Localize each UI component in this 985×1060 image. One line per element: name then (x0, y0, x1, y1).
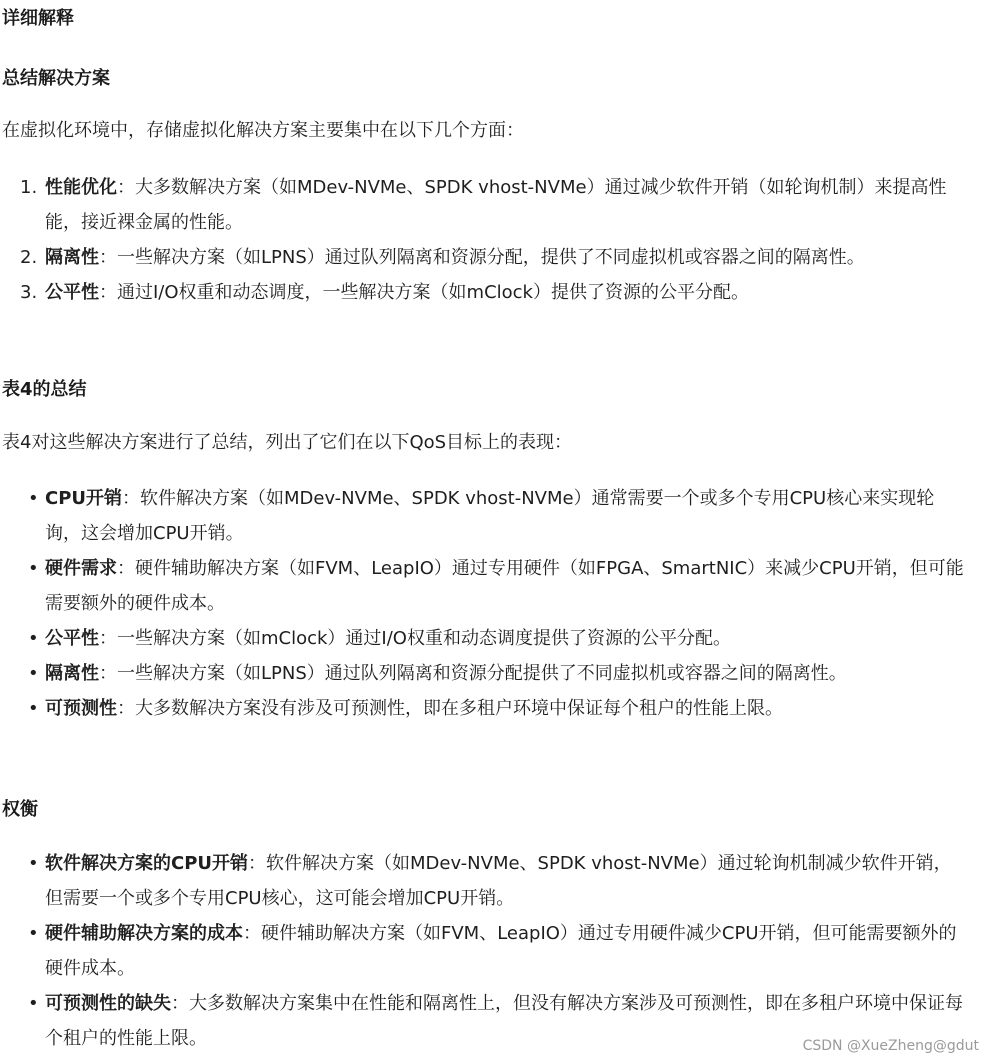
tradeoff-heading: 权衡 (2, 799, 38, 820)
item-text: ：大多数解决方案没有涉及可预测性，即在多租户环境中保证每个租户的性能上限。 (117, 698, 783, 719)
bullet: • (28, 853, 39, 874)
summary-intro: 在虚拟化环境中，存储虚拟化解决方案主要集中在以下几个方面： (2, 120, 524, 141)
item-term: 公平性 (45, 282, 99, 303)
item-text: ：硬件辅助解决方案（如FVM、LeapIO）通过专用硬件减少CPU开销，但可能需要额外的硬件成本。 (45, 923, 957, 979)
item-text: ：通过I/O权重和动态调度，一些解决方案（如mClock）提供了资源的公平分配。 (99, 282, 749, 303)
item-text: ：软件解决方案（如MDev-NVMe、SPDK vhost-NVMe）通常需要一个或多个专用CPU核心来实现轮询，这会增加CPU开销。 (45, 488, 935, 544)
item-term: 隔离性 (45, 663, 99, 684)
tradeoff-item (2, 846, 977, 916)
item-term: 隔离性 (45, 247, 99, 268)
list-number: 2. (20, 247, 38, 268)
item-term: 硬件需求 (45, 558, 117, 579)
item-term: 硬件辅助解决方案的成本 (45, 923, 243, 944)
summary-item (2, 275, 977, 310)
bullet: • (28, 488, 39, 509)
tradeoff-list (2, 846, 977, 1056)
bullet: • (28, 663, 39, 684)
item-term: 性能优化 (45, 177, 117, 198)
item-term: 可预测性 (45, 698, 117, 719)
table4-item (2, 551, 977, 621)
table4-item (2, 621, 977, 656)
item-text: ：一些解决方案（如LPNS）通过队列隔离和资源分配，提供了不同虚拟机或容器之间的隔离性。 (99, 247, 865, 268)
item-text: ：软件解决方案（如MDev-NVMe、SPDK vhost-NVMe）通过轮询机制减少软件开销，但需要一个或多个专用CPU核心，这可能会增加CPU开销。 (45, 853, 952, 909)
summary-list (2, 170, 977, 310)
bullet: • (28, 993, 39, 1014)
item-term: 可预测性的缺失 (45, 993, 171, 1014)
table4-heading: 表4的总结 (2, 379, 87, 400)
item-term: CPU开销 (45, 488, 123, 509)
summary-item (2, 170, 977, 240)
item-text: ：大多数解决方案（如MDev-NVMe、SPDK vhost-NVMe）通过减少软件开销（如轮询机制）来提高性能，接近裸金属的性能。 (45, 177, 947, 233)
bullet: • (28, 558, 39, 579)
table4-item (2, 481, 977, 551)
item-term: 公平性 (45, 628, 99, 649)
list-number: 3. (20, 282, 38, 303)
item-text: ：一些解决方案（如LPNS）通过队列隔离和资源分配提供了不同虚拟机或容器之间的隔离性。 (99, 663, 847, 684)
list-number: 1. (20, 177, 38, 198)
item-text: ：硬件辅助解决方案（如FVM、LeapIO）通过专用硬件（如FPGA、SmartNIC）来减少CPU开销，但可能需要额外的硬件成本。 (45, 558, 964, 614)
bullet: • (28, 923, 39, 944)
item-text: ：一些解决方案（如mClock）通过I/O权重和动态调度提供了资源的公平分配。 (99, 628, 731, 649)
detail-heading: 详细解释 (2, 8, 74, 29)
csdn-watermark: CSDN @XueZheng@gdut (802, 1038, 979, 1054)
summary-heading: 总结解决方案 (2, 68, 110, 89)
tradeoff-item (2, 916, 977, 986)
table4-intro: 表4对这些解决方案进行了总结，列出了它们在以下QoS目标上的表现： (2, 432, 573, 453)
bullet: • (28, 698, 39, 719)
table4-item (2, 691, 977, 726)
item-text: ：大多数解决方案集中在性能和隔离性上，但没有解决方案涉及可预测性，即在多租户环境中保证每个租户的性能上限。 (45, 993, 963, 1049)
table4-list (2, 481, 977, 726)
bullet: • (28, 628, 39, 649)
table4-item (2, 656, 977, 691)
summary-item (2, 240, 977, 275)
item-term: 软件解决方案的CPU开销 (45, 853, 249, 874)
